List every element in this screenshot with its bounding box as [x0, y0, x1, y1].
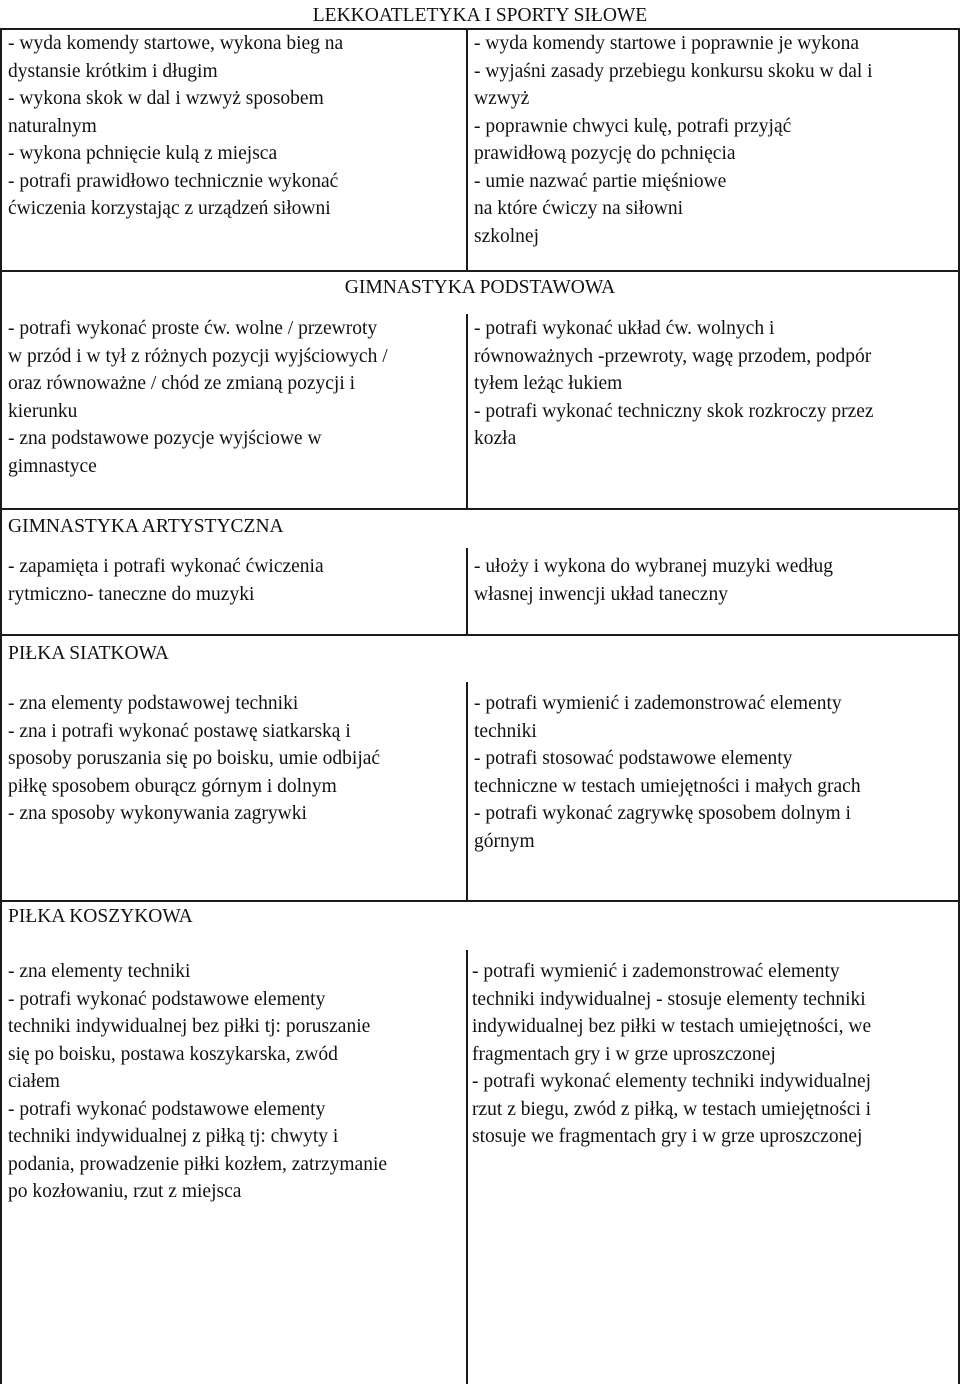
section-title: PIŁKA SIATKOWA [8, 643, 169, 664]
section-right-requirements: - potrafi wymienić i zademonstrować elementy techniki indywidualnej - stosuje elementy techniki indywidualnej bez piłki w testach umiejętności, we fragmentach gry i w grze uproszczonej - potrafi wykonać elementy techniki indywidualnej rzut z biegu, zwód z piłką, w testach umiejętności i stosuje we fragmentach gry i w grze uproszczonej [472, 961, 872, 1147]
section-right-requirements: - ułoży i wykona do wybranej muzyki według własnej inwencji układ taneczny [474, 556, 834, 605]
table-border-left [0, 28, 2, 1384]
section-right-requirements: - potrafi wykonać układ ćw. wolnych i równoważnych -przewroty, wagę przodem, podpór tyłem leżąc łukiem - potrafi wykonać techniczny skok rozkroczy przez kozła [474, 318, 874, 449]
section-left-requirements: - zapamięta i potrafi wykonać ćwiczenia rytmiczno- taneczne do muzyki [8, 556, 324, 605]
section-title: PIŁKA KOSZYKOWA [8, 906, 193, 927]
section-left-requirements: - zna elementy podstawowej techniki - zna i potrafi wykonać postawę siatkarską i sposoby poruszania się po boisku, umie odbijać piłkę sposobem oburącz górnym i dolnym - zna sposoby wykonywania zagrywki [8, 693, 381, 824]
section-right-requirements: - potrafi wymienić i zademonstrować elementy techniki - potrafi stosować podstawowe elementy techniczne w testach umiejętności i małych grach - potrafi wykonać zagrywkę sposobem dolnym i górnym [474, 693, 861, 852]
section-title: GIMNASTYKA PODSTAWOWA [344, 277, 616, 298]
section-left-requirements: - wyda komendy startowe, wykona bieg na dystansie krótkim i długim - wykona skok w dal i wzwyż sposobem naturalnym - wykona pchnięcie kulą z miejsca - potrafi prawidłowo technicznie wykonać ćwiczenia korzystając z urządzeń siłowni [8, 33, 344, 219]
row-divider [0, 634, 960, 636]
section-title: GIMNASTYKA ARTYSTYCZNA [8, 516, 284, 537]
row-divider [0, 900, 960, 902]
row-divider [0, 508, 960, 510]
column-divider [466, 682, 468, 900]
section-title: LEKKOATLETYKA I SPORTY SIŁOWE [312, 5, 648, 26]
section-left-requirements: - zna elementy techniki - potrafi wykonać podstawowe elementy techniki indywidualnej bez piłki tj: poruszanie się po boisku, postawa koszykarska, zwód ciałem - potrafi wykonać podstawowe elementy techniki indywidualnej z piłką tj: chwyty i podania, prowadzenie piłki kozłem, zatrzymanie po kozłowaniu, rzut z miejsca [8, 961, 388, 1202]
column-divider [466, 314, 468, 508]
section-right-requirements: - wyda komendy startowe i poprawnie je wykona - wyjaśni zasady przebiegu konkursu skoku w dal i wzwyż - poprawnie chwyci kulę, potrafi przyjąć prawidłową pozycję do pchnięcia - umie nazwać partie mięśniowe na które ćwiczy na siłowni szkolnej [474, 33, 873, 247]
column-divider [466, 950, 468, 1384]
section-left-requirements: - potrafi wykonać proste ćw. wolne / przewroty w przód i w tył z różnych pozycji wyjściowych / oraz równoważne / chód ze zmianą pozycji i kierunku - zna podstawowe pozycje wyjściowe w gimnastyce [8, 318, 388, 477]
row-divider [0, 270, 960, 272]
column-divider [466, 548, 468, 634]
column-divider [466, 28, 468, 270]
